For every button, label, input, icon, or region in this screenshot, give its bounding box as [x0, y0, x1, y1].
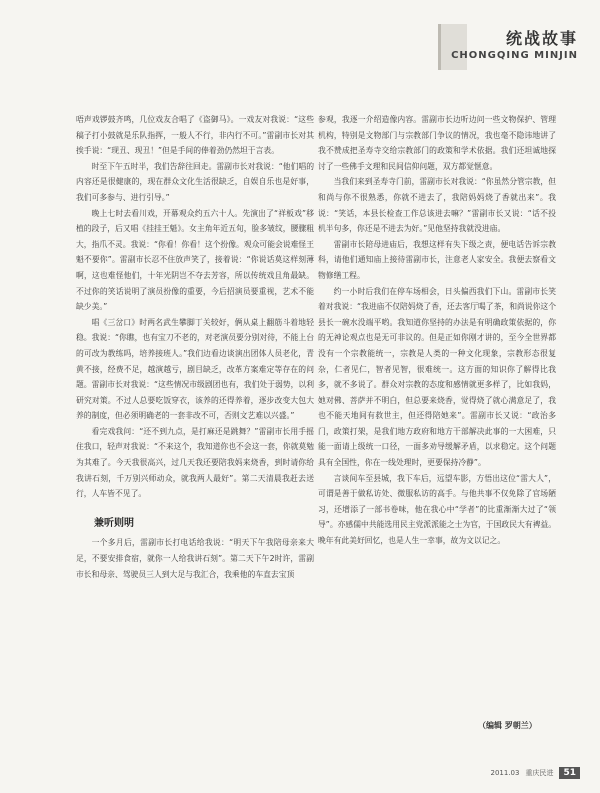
paragraph: 雷副市长陪母进庙后，我想这样有失下级之责，便电话告诉宗教科，请他们通知庙上接待雷副市长，注意老人家安全。我便去察看文物修缮工程。	[318, 239, 556, 280]
paragraph: 唱《三岔口》时两名武生攀脚丁关较好，俩从桌上翻筋斗着地轻稳。我说：“你瞧，也有宝刀不老的，对老演员要分别对待，不能上台的可改为教练吗，培养接班人。”我们边看边谈演出团体人员老化，青黄不接，经费不足，越演越亏，剧目缺乏，改革方案难定等存在的问题。雷副市长对我说：“这些情况市级剧团也有，我们处于弱势，以利研究对策。不过人总要吃饭穿衣，该养的还得养着，逐步改变大包大养的制度，但必须明确老的一套非改不可，否则文艺难以兴盛。”	[76, 317, 314, 421]
paragraph: 晚上七时去看川戏，开幕观众约五六十人。先演出了“祥板戏”移植的段子，后又唱《挂挂王魁》。女主角年近五旬，脸多皱纹，腰骤粗大，指爪不灵。我说：“你看！你看！这个扮像。观众可能会说难怪王魁不要你”。雷副市长忍不住放声笑了，接着说：“你说话莫这样刻薄啊，这也难怪他们，十年光阴岂不夺去芳容，所以传统戏且角最缺。不过你的笑话说明了演员扮像的重要，今后招演员要重视，艺术不能缺少美。”	[76, 208, 314, 312]
paragraph: 时至下午五时半，我们告辞往回走。雷副市长对我说：“他们唱的内容还是很健康的，现在群众文化生活很缺乏，自娱自乐也是好事，我们可多参与、进行引导。”	[76, 161, 314, 202]
magazine-name: 重庆民进	[525, 769, 554, 777]
paragraph: 言谈间车至县城，我下车后，远望车影，方悟出这位“雷大人”，可谓是善于做私访处、微服私访的高手。与他共事不仅免除了官场陋习，还增添了一部书卷味，他在我心中“学者”的比重渐渐大过了“领导”。亦感儒中共能选用民主党派派能之士为官，于国政民大有裨益。晚年有此美好回忆，也是人生一幸事，故为文以记之。	[318, 473, 556, 546]
header-title: 统战故事	[505, 29, 578, 48]
footer	[491, 767, 580, 779]
left-column	[76, 112, 314, 582]
paragraph: 当我们来到圣寿寺门前，雷副市长对我说：“你虽然分管宗教，但和尚与你不很熟悉，你就不进去了，我陪妈妈烧了香就出来”。我说：“笑话，本县长检查工作总该进去嘛？”雷副市长又说：“话不投机半句多，你还是不进去为好。”见他坚持我就没进庙。	[318, 177, 556, 234]
header-subtitle: CHONGQING MINJIN	[451, 50, 578, 61]
paragraph: 一个多月后，雷副市长打电话给我说：“明天下午我陪母亲来大足，不要安排食宿，就你一人给我讲石刻”。第二天下午2时许，雷副市长和母亲、驾驶员三人到大足与我汇合，我乘他的车直去宝顶	[76, 538, 314, 579]
section-title: 兼听则明	[94, 517, 134, 529]
paragraph: 看完戏我问：“还不到九点，是打麻还是跳舞？”雷副市长用手摇住我口，轻声对我说：“不来这个，我知道你也不会这一套，你就莫勉为其难了。今天我很高兴，过几天我还要陪我妈来烧香，到时请你给我讲石刻，千万别兴师动众，就我两人最好”。第二天清晨我赶去送行，人车皆不见了。	[76, 426, 314, 499]
page-number: 51	[559, 767, 580, 779]
header	[438, 22, 578, 74]
paragraph: 参观，我逐一介绍造像内容。雷副市长边听边问一些文物保护、管理机构，特别是文物部门与宗教部门争议的情况，我也毫不隐讳地讲了我不赞成把圣寿寺交给宗教部门的政策和学术依据。我们还坦诚地探讨了一些佛手文理和民间信仰问题，双方都觉惬意。	[318, 115, 556, 171]
issue-date: 2011.03	[490, 769, 520, 777]
right-column	[318, 112, 556, 549]
editor-credit: （编辑 罗朝兰）	[478, 721, 537, 730]
header-decoration	[438, 24, 467, 70]
paragraph: 唔声戏锣鼓齐鸣，几位戏友合唱了《盗御马》。一戏友对我说：“这些稿子打小鼓就是乐队指挥，一般人不行，非内行不可。”雷副市长对其挨手说：“现丑、现丑！”但是手间的俸着劲仍然坦于言表。	[76, 115, 314, 156]
paragraph: 约一小时后我们在停车场相会，日头偏西我们下山。雷副市长笑着对我说：“我进庙不仅陪妈烧了香，还去客厅喝了茶，和尚说你这个县长一碗水没端平哟。我知道你坚持的办法是有明确政策依据的，你的无神论观点也是无可非议的。但是正如你刚才讲的，至今全世界都没有一个宗教能统一，宗教是人类的一种文化现象，宗教形态很复杂，仁者见仁，智者见智，很难统一。这方面的知识你了解得比我多，就不多说了。群众对宗教的态度和感情就更多样了，比如我妈，她对佛、菩萨并不明白，但总要来烧香，觉得烧了就心满意足了，我也不能天地间有救世主，但还得陪她来”。雷副市长又说：“政治多门，政策打架，是我们地方政府和地方干部解决此事的一大困难，只能一面请上级统一口径，一面多劝导缓解矛盾，以求稳定。这个问题具有全国性，你在一线处理时，更要保持冷静”。	[318, 286, 556, 468]
